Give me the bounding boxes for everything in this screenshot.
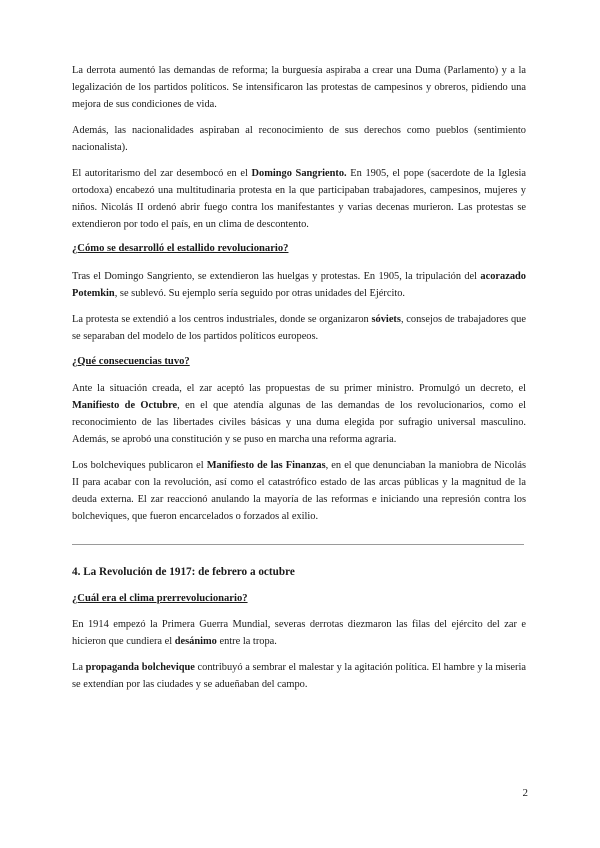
paragraph-text	[72, 457, 526, 525]
text-span: La protesta se extendió a los centros industriales, donde se organizaron	[72, 314, 372, 325]
section-heading-text: 4. La Revolución de 1917: de febrero a octubre	[72, 566, 295, 578]
text-span: La	[72, 662, 86, 673]
bold-term: acorazado Potemkin	[72, 271, 526, 299]
paragraph-text	[72, 165, 526, 233]
section-heading	[72, 565, 526, 579]
text-span: En 1905, el pope (sacerdote de la Iglesia ortodoxa) encabezó una multitudinaria protesta en la que participaban trabajadores, campesinos, mujeres y niños. Nicolás II ordenó abrir fuego contra los manifestantes y varias decenas murieron. Las protestas se extendieron por todo el país, en un clima de descontento.	[72, 168, 527, 230]
paragraph	[72, 62, 526, 113]
question-heading	[72, 242, 526, 256]
bold-term: Manifiesto de las Finanzas	[206, 460, 326, 471]
paragraph-text	[72, 616, 526, 650]
question-heading	[72, 355, 526, 369]
text-span: , en el que denunciaban la maniobra de Nicolás II para acabar con la revolución, así como el catastrófico estado de las arcas públicas y la magnitud de la deuda externa. El zar reaccionó anulando la mayoría de las reformas e iniciando una represión contra los bolcheviques, que fueron encarcelados o forzados al exilio.	[72, 460, 526, 522]
paragraph	[72, 616, 526, 650]
paragraph-text: Además, las nacionalidades aspiraban al reconocimiento de sus derechos como pueblos (sentimiento nacionalista).	[72, 125, 526, 153]
paragraph-text: La derrota aumentó las demandas de reforma; la burguesía aspiraba a crear una Duma (Parlamento) y a la legalización de los partidos políticos. Se intensificaron las protestas de campesinos y obreros, pidiendo una mejora de sus condiciones de vida.	[72, 65, 526, 110]
paragraph	[72, 457, 526, 525]
question-text: ¿Cuál era el clima prerrevolucionario?	[72, 593, 248, 604]
text-span: En 1914 empezó la Primera Guerra Mundial, severas derrotas diezmaron las filas del ejército del zar e hicieron que cundiera el	[72, 619, 526, 647]
paragraph-text	[72, 659, 526, 693]
bold-term: Domingo Sangriento.	[251, 168, 347, 179]
paragraph	[72, 165, 526, 233]
page-number: 2	[522, 787, 528, 799]
paragraph	[72, 268, 526, 302]
paragraph	[72, 311, 526, 345]
bold-term: propaganda bolchevique	[85, 662, 195, 673]
question-heading	[72, 592, 526, 606]
question-text: ¿Cómo se desarrolló el estallido revolucionario?	[72, 243, 289, 254]
bold-term: desánimo	[174, 636, 217, 647]
divider	[72, 544, 524, 545]
text-span: , en el que atendía algunas de las demandas de los revolucionarios, como el reconocimiento de las libertades civiles básicas y una duma elegida por sufragio universal masculino. Además, se aprobó una constitución y se puso en marcha una reforma agraria.	[72, 400, 526, 445]
text-span: El autoritarismo del zar desembocó en el	[72, 168, 252, 179]
text-span: , consejos de trabajadores que se separaban del modelo de los partidos políticos europeos.	[72, 314, 526, 342]
bold-term: sóviets	[371, 314, 401, 325]
paragraph-text	[72, 311, 526, 345]
question-text: ¿Qué consecuencias tuvo?	[72, 356, 190, 367]
bold-term: Manifiesto de Octubre	[72, 400, 178, 411]
paragraph-text	[72, 380, 526, 448]
text-span: contribuyó a sembrar el malestar y la agitación política. El hambre y la miseria se extendían por las ciudades y se adueñaban del campo.	[72, 662, 526, 690]
paragraph	[72, 380, 526, 448]
text-span: entre la tropa.	[216, 636, 277, 647]
paragraph-text	[72, 268, 526, 302]
text-span: Ante la situación creada, el zar aceptó las propuestas de su primer ministro. Promulgó un decreto, el	[72, 383, 526, 394]
text-span: Tras el Domingo Sangriento, se extendieron las huelgas y protestas. En 1905, la tripulación del	[72, 271, 481, 282]
text-span: , se sublevó. Su ejemplo sería seguido por otras unidades del Ejército.	[114, 288, 406, 299]
text-span: Los bolcheviques publicaron el	[72, 460, 207, 471]
paragraph	[72, 659, 526, 693]
paragraph	[72, 122, 526, 156]
